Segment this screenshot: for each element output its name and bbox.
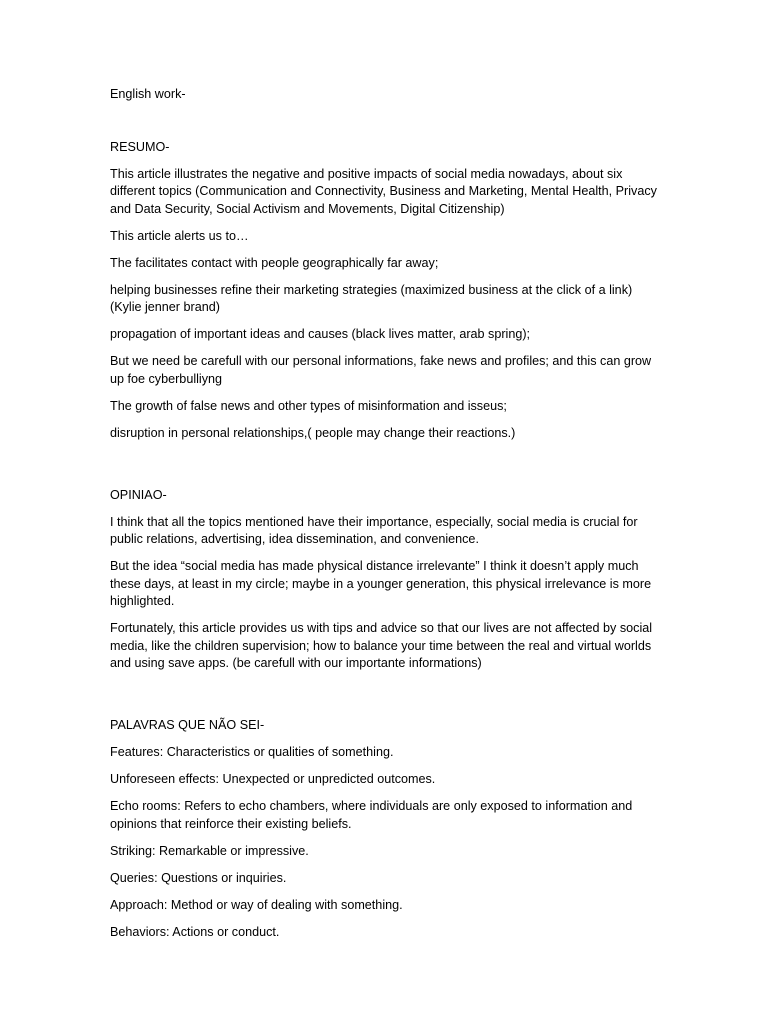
spacer (110, 104, 662, 139)
vocabulary-entry: Features: Characteristics or qualities of something. (110, 745, 394, 759)
section-heading-resumo: RESUMO- (110, 139, 170, 154)
spacer (110, 682, 662, 717)
resumo-paragraph: propagation of important ideas and causes (black lives matter, arab spring); (110, 327, 531, 341)
document-page (110, 86, 662, 951)
section-heading-palavras: PALAVRAS QUE NÃO SEI- (110, 718, 265, 732)
vocabulary-entry: Approach: Method or way of dealing with something. (110, 897, 403, 912)
resumo-paragraph: But we need be carefull with our personal informations, fake news and profiles; and this can grow up foe cyberbulliyng (110, 354, 652, 386)
resumo-paragraph: disruption in personal relationships,( people may change their reactions.) (110, 425, 516, 440)
resumo-paragraph: The facilitates contact with people geographically far away; (110, 255, 439, 270)
vocabulary-entry: Behaviors: Actions or conduct. (110, 924, 280, 939)
spacer (110, 452, 662, 487)
opiniao-paragraph: But the idea “social media has made physical distance irrelevante” I think it doesn’t apply much these days, at least in my circle; maybe in a younger generation, this physical irrelevance is more highlighted. (110, 559, 652, 608)
resumo-paragraph: The growth of false news and other types of misinformation and isseus; (110, 398, 507, 413)
vocabulary-entry: Striking: Remarkable or impressive. (110, 843, 309, 858)
opiniao-paragraph: Fortunately, this article provides us with tips and advice so that our lives are not affected by social media, like the children supervision; how to balance your time between the real and virtual worlds and using save apps. (be carefull with our importante informations) (110, 621, 653, 670)
vocabulary-entry: Echo rooms: Refers to echo chambers, where individuals are only exposed to information and opinions that reinforce their existing beliefs. (110, 799, 633, 831)
vocabulary-entry: Unforeseen effects: Unexpected or unpredicted outcomes. (110, 772, 436, 786)
document-title: English work- (110, 87, 186, 101)
resumo-paragraph: This article illustrates the negative and positive impacts of social media nowadays, about six different topics (Communication and Connectivity, Business and Marketing, Mental Health, Privacy and Data Security, Social Activism and Movements, Digital Citizenship) (110, 166, 657, 216)
resumo-paragraph: helping businesses refine their marketing strategies (maximized business at the click of a link) (Kylie jenner brand) (110, 282, 633, 314)
vocabulary-entry: Queries: Questions or inquiries. (110, 870, 287, 885)
section-heading-opiniao: OPINIAO- (110, 487, 167, 502)
resumo-paragraph: This article alerts us to… (110, 228, 249, 243)
opiniao-paragraph: I think that all the topics mentioned have their importance, especially, social media is crucial for public relations, advertising, idea dissemination, and convenience. (110, 514, 638, 546)
